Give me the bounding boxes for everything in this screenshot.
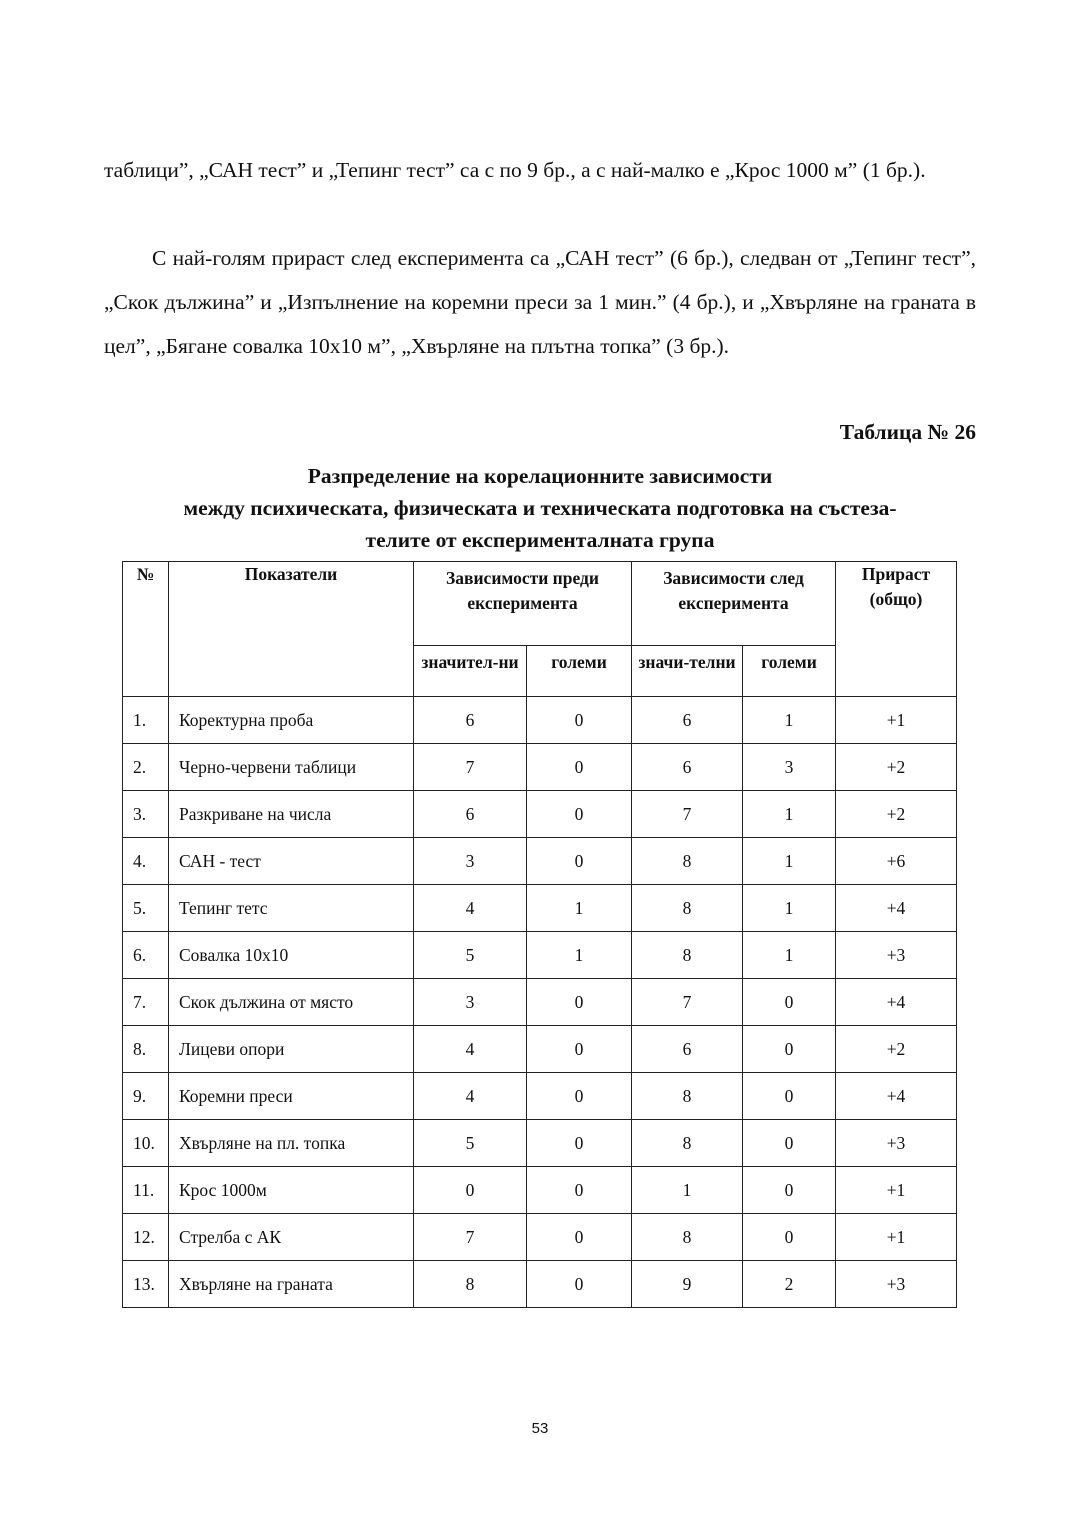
row-indicator: Хвърляне на пл. топка xyxy=(169,1120,414,1167)
row-after-significant: 7 xyxy=(632,791,743,838)
row-gain: +1 xyxy=(836,1214,957,1261)
table-row xyxy=(123,932,957,979)
row-after-large: 0 xyxy=(743,1073,836,1120)
table-row xyxy=(123,885,957,932)
row-before-large: 0 xyxy=(527,1120,632,1167)
row-number: 4. xyxy=(123,838,169,885)
row-indicator: Разкриване на числа xyxy=(169,791,414,838)
row-number: 9. xyxy=(123,1073,169,1120)
header-after-significant: значи-телни xyxy=(632,646,743,697)
row-gain: +4 xyxy=(836,1073,957,1120)
row-after-significant: 8 xyxy=(632,885,743,932)
header-indicators: Показатели xyxy=(169,562,414,697)
row-before-significant: 3 xyxy=(414,838,527,885)
row-after-large: 1 xyxy=(743,697,836,744)
row-before-large: 0 xyxy=(527,1261,632,1308)
caption-line-3: телите от експерименталната група xyxy=(365,528,715,552)
table-row xyxy=(123,1120,957,1167)
row-after-significant: 6 xyxy=(632,744,743,791)
row-before-large: 0 xyxy=(527,838,632,885)
row-number: 10. xyxy=(123,1120,169,1167)
row-indicator: Тепинг тетс xyxy=(169,885,414,932)
row-gain: +4 xyxy=(836,885,957,932)
row-after-large: 2 xyxy=(743,1261,836,1308)
row-number: 5. xyxy=(123,885,169,932)
table-row xyxy=(123,791,957,838)
row-after-significant: 9 xyxy=(632,1261,743,1308)
table-row xyxy=(123,979,957,1026)
row-number: 8. xyxy=(123,1026,169,1073)
row-after-significant: 8 xyxy=(632,838,743,885)
row-after-large: 1 xyxy=(743,838,836,885)
row-indicator: Лицеви опори xyxy=(169,1026,414,1073)
row-after-significant: 8 xyxy=(632,1214,743,1261)
row-gain: +2 xyxy=(836,1026,957,1073)
row-number: 7. xyxy=(123,979,169,1026)
correlation-table xyxy=(122,561,957,1308)
row-gain: +6 xyxy=(836,838,957,885)
row-after-significant: 8 xyxy=(632,1120,743,1167)
row-gain: +1 xyxy=(836,1167,957,1214)
row-number: 11. xyxy=(123,1167,169,1214)
row-before-significant: 4 xyxy=(414,1026,527,1073)
row-number: 3. xyxy=(123,791,169,838)
row-indicator: Хвърляне на граната xyxy=(169,1261,414,1308)
row-after-large: 0 xyxy=(743,1167,836,1214)
row-after-large: 1 xyxy=(743,932,836,979)
row-before-significant: 4 xyxy=(414,1073,527,1120)
row-gain: +1 xyxy=(836,697,957,744)
header-number: № xyxy=(123,562,169,697)
row-before-significant: 7 xyxy=(414,744,527,791)
header-gain-total: Прираст (общо) xyxy=(836,562,957,697)
row-indicator: Черно-червени таблици xyxy=(169,744,414,791)
header-before-experiment: Зависимости преди експеримента xyxy=(414,562,632,646)
row-before-large: 0 xyxy=(527,979,632,1026)
row-before-large: 0 xyxy=(527,791,632,838)
row-before-significant: 6 xyxy=(414,697,527,744)
row-after-significant: 6 xyxy=(632,1026,743,1073)
row-gain: +3 xyxy=(836,1120,957,1167)
row-after-large: 1 xyxy=(743,791,836,838)
table-row xyxy=(123,697,957,744)
row-after-large: 0 xyxy=(743,1026,836,1073)
row-number: 12. xyxy=(123,1214,169,1261)
row-before-large: 0 xyxy=(527,1214,632,1261)
paragraph-growth-summary: С най-голям прираст след експеримента са „САН тест” (6 бр.), следван от „Тепинг тест”, „Скок дължина” и „Изпълнение на коремни преси за 1 мин.” (4 бр.), и „Хвърляне на граната в цел”, „Бягане совалка 10х10 м”, „Хвърляне на плътна топка” (3 бр.). xyxy=(104,246,976,358)
row-indicator: САН - тест xyxy=(169,838,414,885)
row-before-significant: 5 xyxy=(414,1120,527,1167)
table-row xyxy=(123,1073,957,1120)
row-after-large: 1 xyxy=(743,885,836,932)
row-before-large: 0 xyxy=(527,744,632,791)
table-caption xyxy=(104,460,976,556)
table-row xyxy=(123,1026,957,1073)
row-before-large: 1 xyxy=(527,885,632,932)
row-after-large: 0 xyxy=(743,979,836,1026)
header-before-significant: значител-ни xyxy=(414,646,527,697)
row-after-significant: 1 xyxy=(632,1167,743,1214)
row-after-significant: 8 xyxy=(632,932,743,979)
row-before-large: 1 xyxy=(527,932,632,979)
row-before-large: 0 xyxy=(527,1167,632,1214)
table-row xyxy=(123,838,957,885)
row-after-significant: 7 xyxy=(632,979,743,1026)
table-number-label: Таблица № 26 xyxy=(839,420,976,444)
row-gain: +4 xyxy=(836,979,957,1026)
row-before-significant: 5 xyxy=(414,932,527,979)
row-number: 2. xyxy=(123,744,169,791)
row-before-significant: 0 xyxy=(414,1167,527,1214)
table-row xyxy=(123,744,957,791)
row-indicator: Коректурна проба xyxy=(169,697,414,744)
row-gain: +3 xyxy=(836,1261,957,1308)
table-row xyxy=(123,1261,957,1308)
row-indicator: Стрелба с АК xyxy=(169,1214,414,1261)
paragraph-continuation: таблици”, „САН тест” и „Тепинг тест” са с по 9 бр., а с най-малко е „Крос 1000 м” (1 бр.). xyxy=(104,158,926,182)
header-row-groups xyxy=(123,562,957,646)
row-before-large: 0 xyxy=(527,1073,632,1120)
row-before-large: 0 xyxy=(527,1026,632,1073)
row-after-significant: 8 xyxy=(632,1073,743,1120)
row-before-significant: 3 xyxy=(414,979,527,1026)
row-before-significant: 8 xyxy=(414,1261,527,1308)
header-after-experiment: Зависимости след експеримента xyxy=(632,562,836,646)
row-gain: +3 xyxy=(836,932,957,979)
header-after-large: големи xyxy=(743,646,836,697)
row-after-significant: 6 xyxy=(632,697,743,744)
row-number: 13. xyxy=(123,1261,169,1308)
row-indicator: Коремни преси xyxy=(169,1073,414,1120)
row-indicator: Совалка 10х10 xyxy=(169,932,414,979)
row-indicator: Скок дължина от място xyxy=(169,979,414,1026)
header-before-large: големи xyxy=(527,646,632,697)
row-indicator: Крос 1000м xyxy=(169,1167,414,1214)
row-after-large: 3 xyxy=(743,744,836,791)
row-before-large: 0 xyxy=(527,697,632,744)
row-before-significant: 7 xyxy=(414,1214,527,1261)
table-row xyxy=(123,1167,957,1214)
row-number: 1. xyxy=(123,697,169,744)
caption-line-2: между психическата, физическата и техническата подготовка на състеза- xyxy=(183,496,897,520)
row-gain: +2 xyxy=(836,791,957,838)
page-number: 53 xyxy=(531,1420,549,1437)
row-after-large: 0 xyxy=(743,1214,836,1261)
caption-line-1: Разпределение на корелационните зависимости xyxy=(307,464,773,488)
row-after-large: 0 xyxy=(743,1120,836,1167)
row-gain: +2 xyxy=(836,744,957,791)
row-before-significant: 4 xyxy=(414,885,527,932)
row-number: 6. xyxy=(123,932,169,979)
row-before-significant: 6 xyxy=(414,791,527,838)
table-row xyxy=(123,1214,957,1261)
